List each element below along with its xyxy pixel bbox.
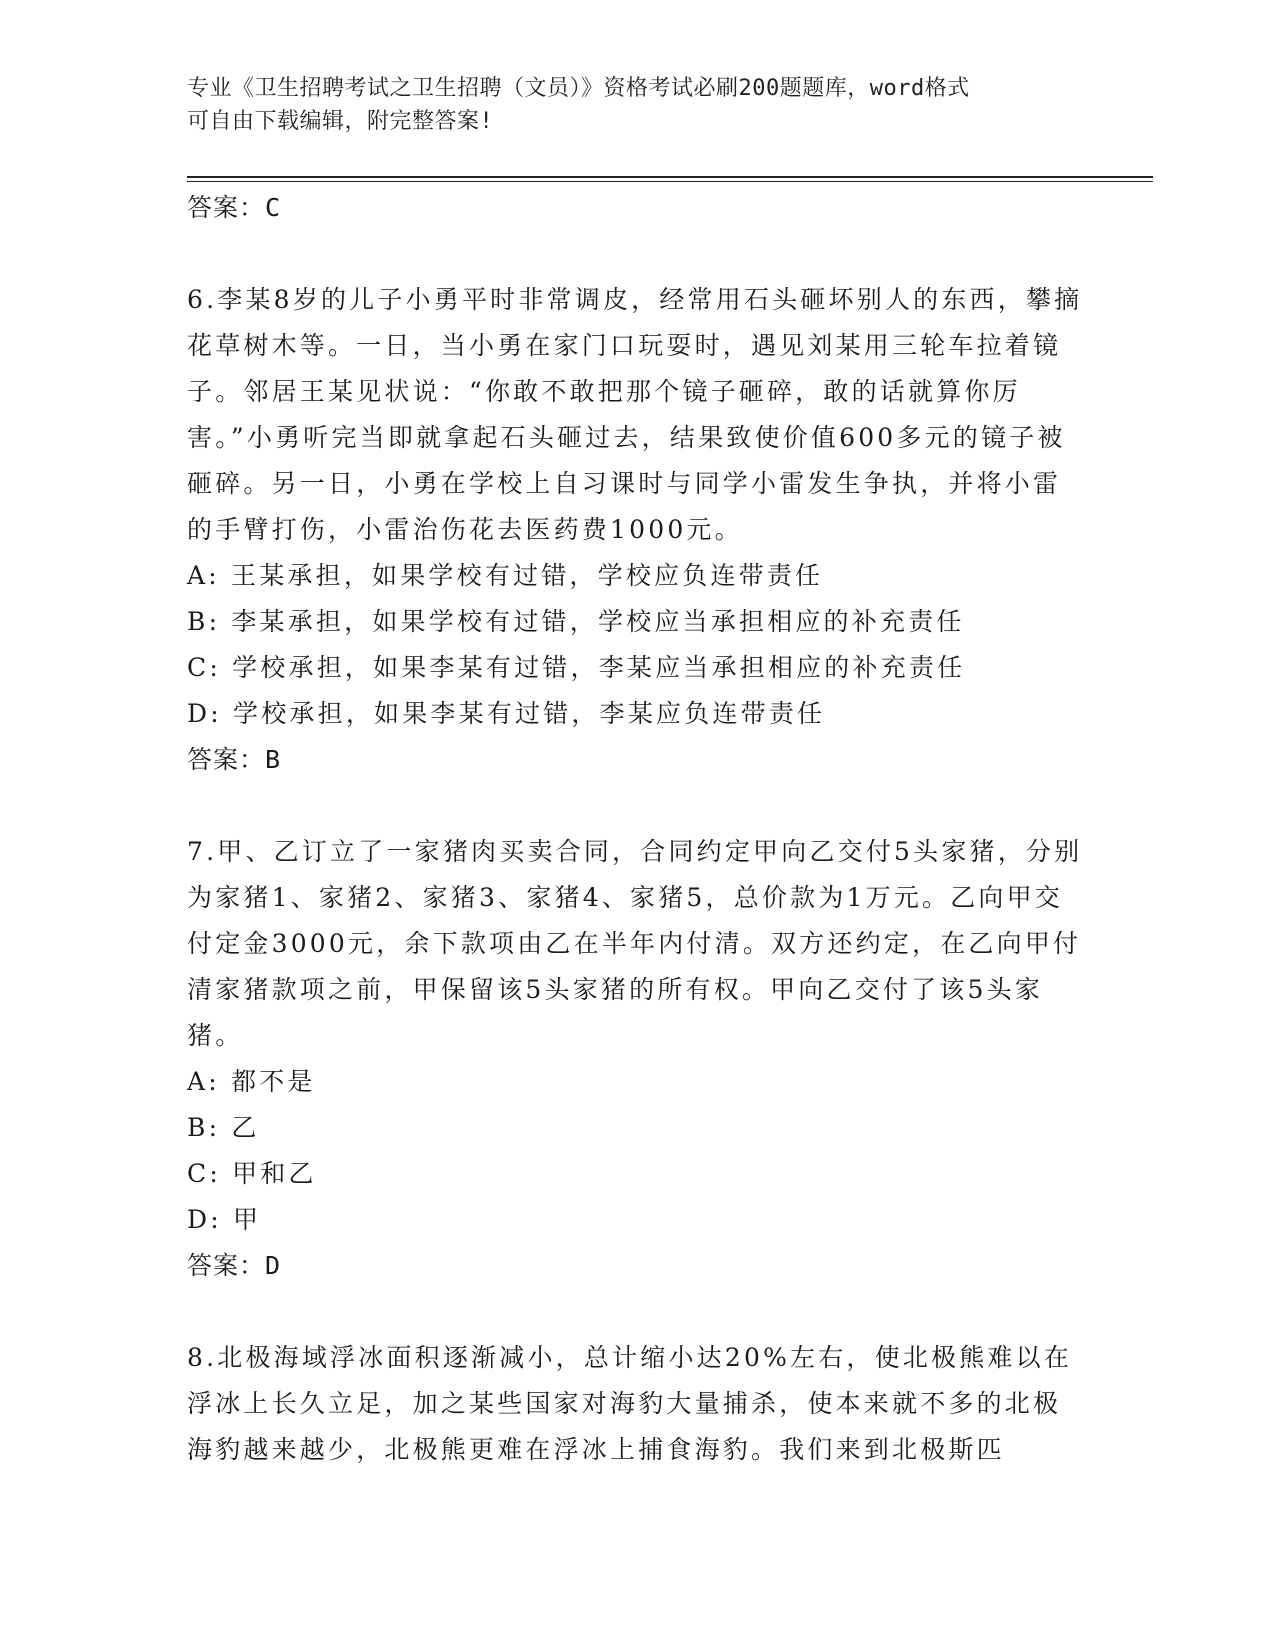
option-d: D: 学校承担，如果李某有过错，李某应负连带责任 — [187, 699, 826, 728]
spacer — [187, 1289, 1087, 1335]
question-6 — [187, 277, 1087, 783]
page-content — [187, 185, 1087, 1473]
option-c: C: 甲和乙 — [187, 1159, 317, 1188]
header-line-2: 可自由下载编辑，附完整答案! — [187, 109, 494, 134]
question-answer: 答案：D — [187, 1251, 282, 1280]
previous-answer: 答案：C — [187, 193, 282, 222]
option-b: B: 李某承担，如果学校有过错，学校应当承担相应的补充责任 — [187, 607, 965, 636]
spacer — [187, 783, 1087, 829]
question-8 — [187, 1335, 1087, 1473]
header-divider-thin — [187, 181, 1153, 182]
option-a: A: 王某承担，如果学校有过错，学校应负连带责任 — [187, 561, 824, 590]
question-text: 6.李某8岁的儿子小勇平时非常调皮，经常用石头砸坏别人的东西，攀摘花草树木等。一日，当小勇在家门口玩耍时，遇见刘某用三轮车拉着镜子。邻居王某见状说：“你敢不敢把那个镜子砸碎，敢的话就算你厉害。”小勇听完当即就拿起石头砸过去，结果致使价值600多元的镜子被砸碎。另一日，小勇在学校上自习课时与同学小雷发生争执，并将小雷的手臂打伤，小雷治伤花去医药费1000元。 — [187, 285, 1083, 544]
question-text: 7.甲、乙订立了一家猪肉买卖合同，合同约定甲向乙交付5头家猪，分别为家猪1、家猪2、家猪3、家猪4、家猪5，总价款为1万元。乙向甲交付定金3000元，余下款项由乙在半年内付清。双方还约定，在乙向甲付清家猪款项之前，甲保留该5头家猪的所有权。甲向乙交付了该5头家猪。 — [187, 837, 1083, 1050]
header-divider — [187, 176, 1153, 178]
header-line-1: 专业《卫生招聘考试之卫生招聘（文员）》资格考试必刷200题题库，word格式 — [187, 76, 970, 101]
option-c: C: 学校承担，如果李某有过错，李某应当承担相应的补充责任 — [187, 653, 966, 682]
question-text: 8.北极海域浮冰面积逐渐减小，总计缩小达20%左右，使北极熊难以在浮冰上长久立足，加之某些国家对海豹大量捕杀，使本来就不多的北极海豹越来越少，北极熊更难在浮冰上捕食海豹。我们来到北极斯匹 — [187, 1343, 1073, 1464]
option-a: A: 都不是 — [187, 1067, 316, 1096]
document-header — [187, 72, 1087, 138]
option-b: B: 乙 — [187, 1113, 260, 1142]
question-7 — [187, 829, 1087, 1289]
question-answer: 答案：B — [187, 745, 282, 774]
spacer — [187, 231, 1087, 277]
option-d: D: 甲 — [187, 1205, 262, 1234]
